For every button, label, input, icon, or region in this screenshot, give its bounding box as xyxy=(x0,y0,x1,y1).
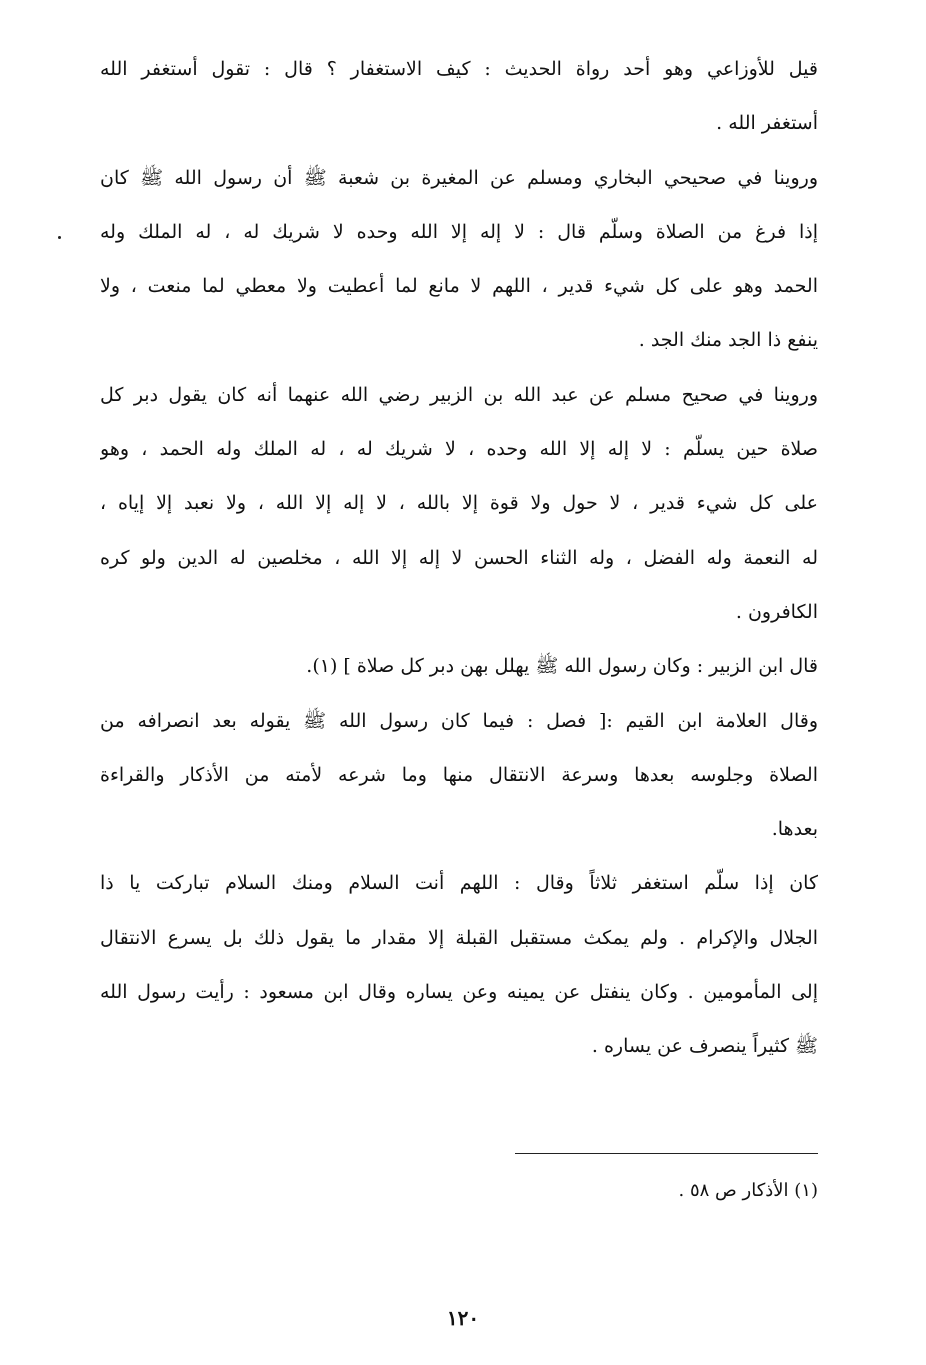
footnote: (١) الأذكار ص ٥٨ . xyxy=(678,1180,818,1201)
text-line: إذا فرغ من الصلاة وسلّم قال : لا إله إلا الله وحده لا شريك له ، له الملك وله xyxy=(100,220,818,243)
text-line: ينفع ذا الجد منك الجد . xyxy=(638,329,818,352)
text-line: الجلال والإكرام . ولم يمكث مستقبل القبلة إلا مقدار ما يقول ذلك بل يسرع الانتقال xyxy=(100,926,818,949)
text-line: بعدها. xyxy=(771,818,818,841)
text-line: صلاة حين يسلّم : لا إله إلا الله وحده ، لا شريك له ، له الملك وله الحمد ، وهو xyxy=(100,438,818,461)
text-line: وقال العلامة ابن القيم :[ فصل : فيما كان رسول الله ﷺ يقوله بعد انصرافه من xyxy=(100,709,818,732)
text-line: ﷺ كثيراً ينصرف عن يساره . xyxy=(591,1035,818,1058)
text-line: الحمد وهو على كل شيء قدير ، اللهم لا مانع لما أعطيت ولا معطي لما منعت ، ولا xyxy=(100,275,818,298)
page-number: ١٢٠ xyxy=(446,1306,480,1330)
text-line: كان إذا سلّم استغفر ثلاثاً وقال : اللهم أنت السلام ومنك السلام تباركت يا ذا xyxy=(100,872,818,895)
text-line: الصلاة وجلوسه بعدها وسرعة الانتقال منها وما شرعه لأمته من الأذكار والقراءة xyxy=(100,763,818,786)
text-line: الكافرون . xyxy=(735,600,818,623)
text-line: أستغفر الله . xyxy=(716,112,818,135)
text-line: وروينا في صحيح مسلم عن عبد الله بن الزبير رضي الله عنهما أنه كان يقول دبر كل xyxy=(100,383,818,406)
main-text-block xyxy=(100,42,818,1074)
footnote-separator xyxy=(515,1153,818,1154)
text-line: إلى المأمومين . وكان ينفتل عن يمينه وعن يساره وقال ابن مسعود : رأيت رسول الله xyxy=(100,981,818,1004)
text-line: قيل للأوزاعي وهو أحد رواة الحديث : كيف الاستغفار ؟ قال : تقول أستغفر الله xyxy=(100,58,818,80)
text-line: وروينا في صحيحي البخاري ومسلم عن المغيرة بن شعبة ﷺ أن رسول الله ﷺ كان xyxy=(100,166,818,189)
text-line: قال ابن الزبير : وكان رسول الله ﷺ يهلل بهن دبر كل صلاة ] (١). xyxy=(306,655,818,678)
text-line: له النعمة وله الفضل ، وله الثناء الحسن لا إله إلا الله ، مخلصين له الدين ولو كره xyxy=(100,546,818,569)
text-line: على كل شيء قدير ، لا حول ولا قوة إلا بالله ، لا إله إلا الله ، ولا نعبد إلا إياه ، xyxy=(100,492,818,515)
margin-dot xyxy=(58,236,61,239)
